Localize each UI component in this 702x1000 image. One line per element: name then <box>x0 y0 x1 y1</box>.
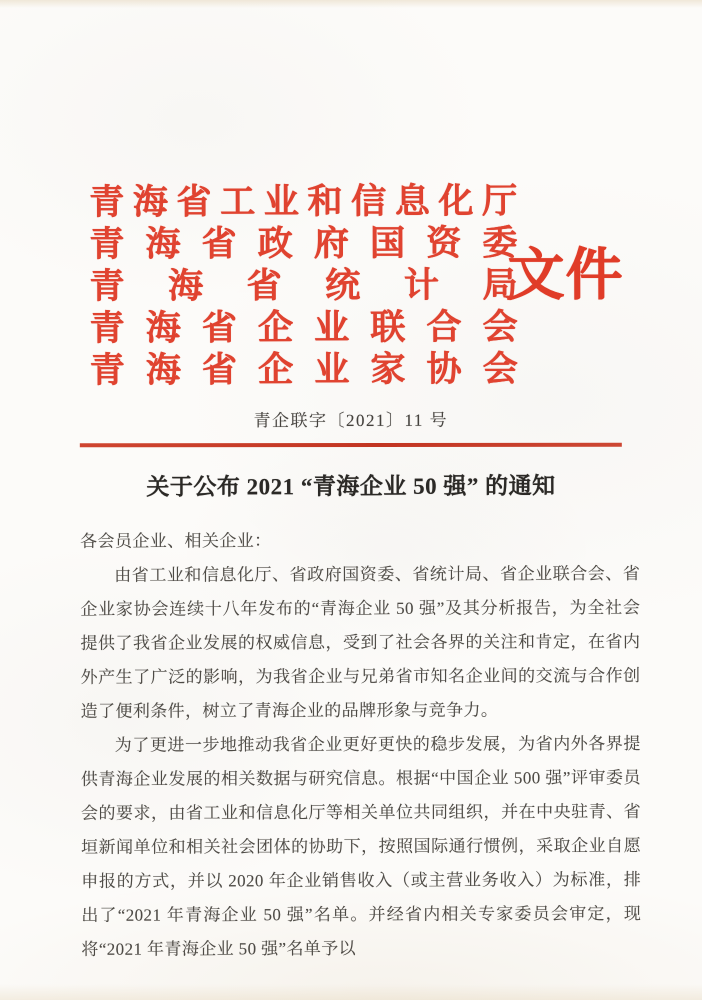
letterhead-agency-line: 青 海 省 统 计 局 <box>89 265 518 306</box>
letterhead-agency-list <box>89 182 518 393</box>
letterhead-agency-line: 青 海 省 企 业 联 合 会 <box>89 307 518 348</box>
letterhead-agency-line: 青 海 省 企 业 家 协 会 <box>89 349 518 390</box>
letterhead-agency-line: 青 海 省 政 府 国 资 委 <box>89 223 518 264</box>
letterhead-doc-type-label: 文件 <box>507 244 624 308</box>
body-paragraph: 为了更进一步地推动我省企业更好更快的稳步发展，为省内外各界提供青海企业发展的相关数据与研究信息。根据“中国企业 500 强”评审委员会的要求，由省工业和信息化厅等相关单位共同组织，并在中央驻青、省垣新闻单位和相关社会团体的协助下，按照国际通行惯例，采取企业自愿申报的方式，并以 2020 年企业销售收入（或主营业务收入）为标准，排出了“2021 年青海企业 50 强”名单。并经省内相关专家委员会审定，现将“2021 年青海企业 50 强”名单予以 <box>80 734 642 959</box>
letterhead-divider-rule <box>80 443 622 448</box>
document-body <box>80 523 641 967</box>
body-paragraph: 由省工业和信息化厅、省政府国资委、省统计局、省企业联合会、省企业家协会连续十八年发布的“青海企业 50 强”及其分析报告，为全社会提供了我省企业发展的权威信息，受到了社会各界的关注和肯定，在省内外产生了广泛的影响，为我省企业与兄弟省市知名企业间的交流与合作创造了便利条件，树立了青海企业的品牌形象与竞争力。 <box>80 564 641 721</box>
salutation: 各会员企业、相关企业： <box>80 531 272 551</box>
reference-number: 青企联字〔2021〕11 号 <box>253 410 449 431</box>
letterhead-agency-line: 青 海 省 工 业 和 信 息 化 厅 <box>89 181 518 222</box>
document-title: 关于公布 2021 “青海企业 50 强” 的通知 <box>146 473 556 500</box>
